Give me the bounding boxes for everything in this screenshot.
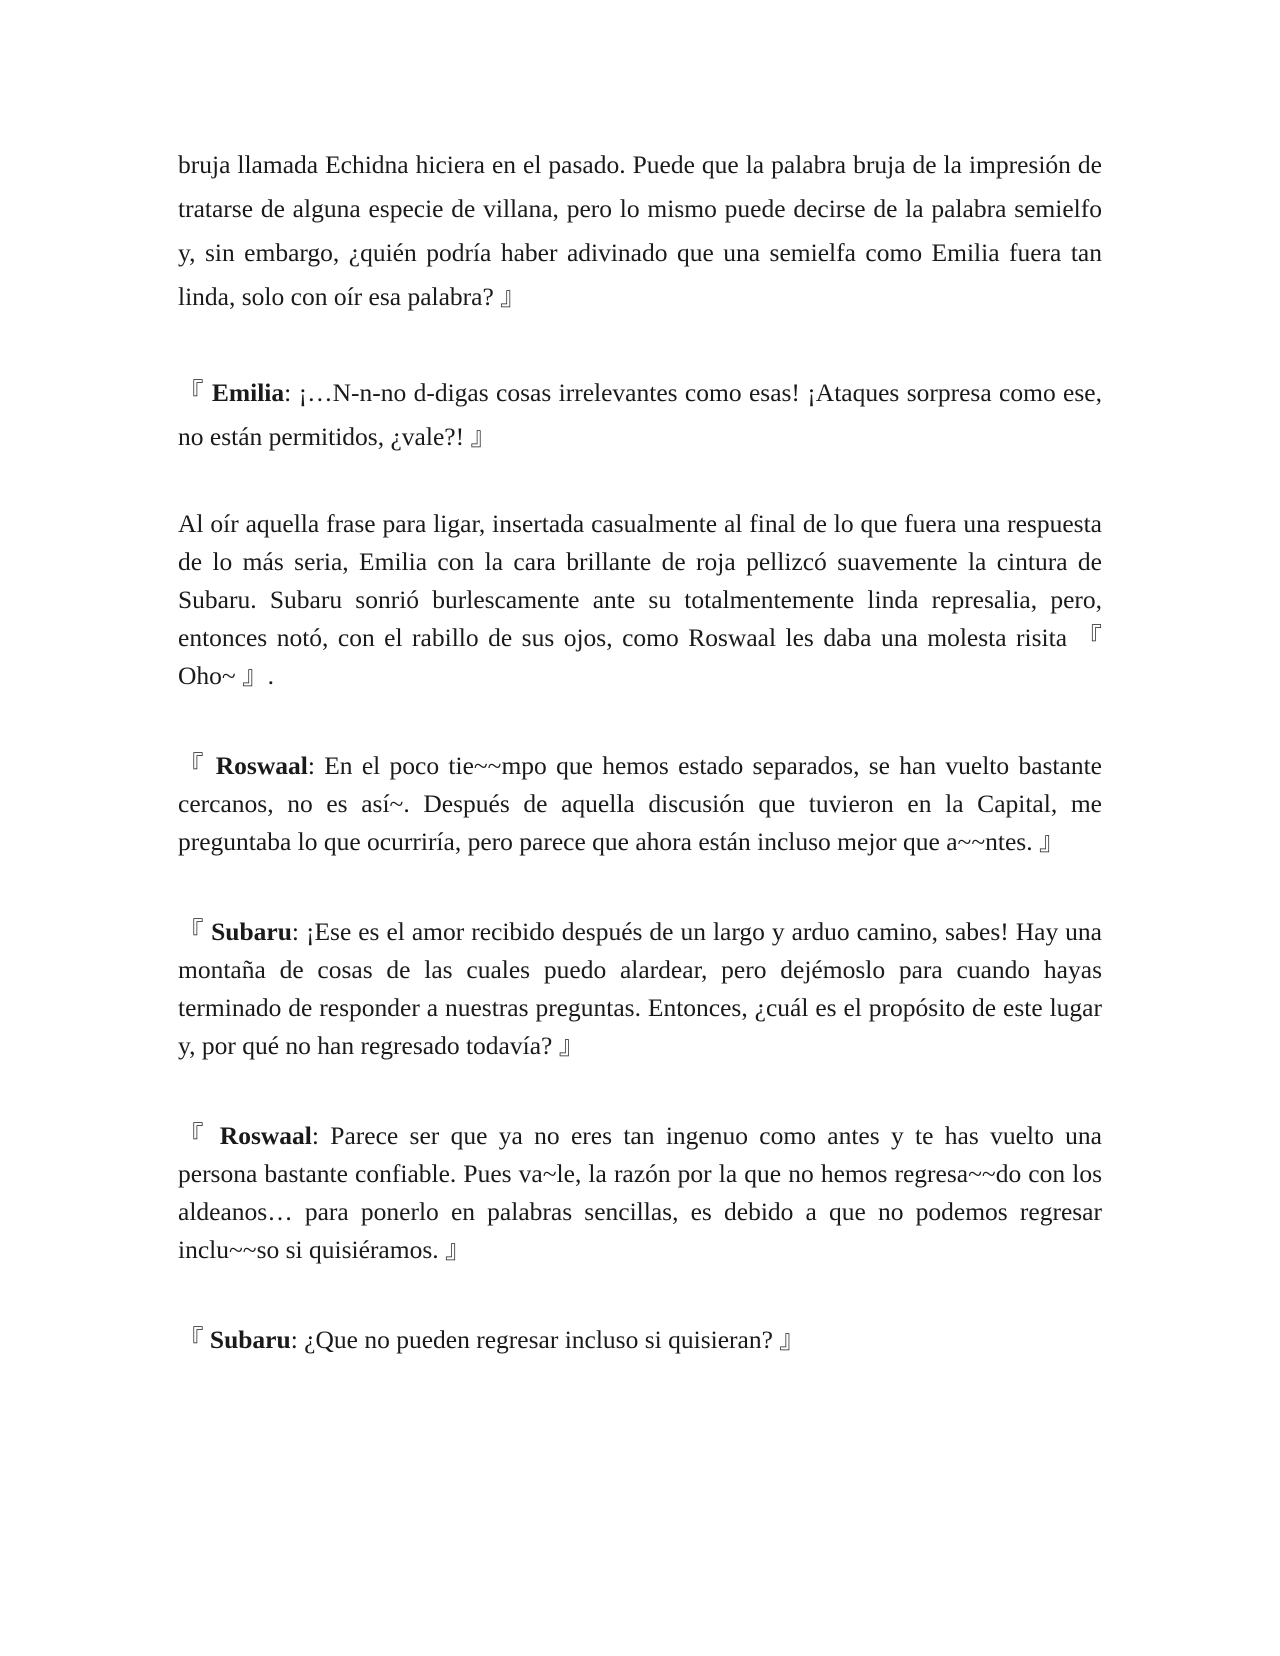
open-bracket: 『 (178, 1325, 204, 1354)
speaker-name: Roswaal (219, 1121, 312, 1150)
dialogue-text: : ¿Que no pueden regresar incluso si quisieran? 』 (290, 1325, 805, 1354)
document-page (178, 143, 1102, 1359)
narration-paragraph: Al oír aquella frase para ligar, insertada casualmente al final de lo que fuera una respuesta de lo más seria, Emilia con la cara brillante de roja pellizcó suavemente la cintura de Subaru. Subaru sonrió burlescamente ante su totalmentemente linda represalia, pero, entonces notó, con el rabillo de sus ojos, como Roswaal les daba una molesta risita 『 Oho~ 』. (178, 509, 1102, 690)
dialogue-text: : En el poco tie~~mpo que hemos estado separados, se han vuelto bastante cercanos, no es así~. Después de aquella discusión que tuvieron en la Capital, me preguntaba lo que ocurriría, pero parece que ahora están incluso mejor que a~~ntes. 』 (178, 751, 1102, 856)
dialogue-paragraph-subaru (178, 913, 1102, 1065)
dialogue-paragraph-subaru (178, 1321, 1102, 1359)
dialogue-text: : Parece ser que ya no eres tan ingenuo como antes y te has vuelto una persona bastante confiable. Pues va~le, la razón por la que no hemos regresa~~do con los aldeanos… para ponerlo en palabras sencillas, es debido a que no podemos regresar inclu~~so si quisiéramos. 』 (178, 1121, 1102, 1264)
dialogue-text: : ¡Ese es el amor recibido después de un largo y arduo camino, sabes! Hay una montaña de cosas de las cuales puedo alardear, pero dejémoslo para cuando hayas terminado de responder a nuestras preguntas. Entonces, ¿cuál es el propósito de este lugar y, por qué no han regresado todavía? 』 (178, 917, 1103, 1060)
paragraph-gap (178, 459, 1102, 505)
dialogue-paragraph-roswaal (178, 1117, 1102, 1269)
speaker-name: Subaru (211, 917, 292, 946)
speaker-name: Roswaal (215, 751, 308, 780)
paragraph-gap (178, 695, 1102, 747)
narration-paragraph: bruja llamada Echidna hiciera en el pasado. Puede que la palabra bruja de la impresión de tratarse de alguna especie de villana, pero lo mismo puede decirse de la palabra semielfo y, sin embargo, ¿quién podría haber adivinado que una semielfa como Emilia fuera tan linda, solo con oír esa palabra? 』 (178, 150, 1102, 311)
paragraph-gap (178, 1269, 1102, 1321)
paragraph-gap (178, 861, 1102, 913)
dialogue-paragraph-roswaal (178, 747, 1102, 861)
open-bracket: 『 (178, 378, 205, 407)
paragraph-gap (178, 1065, 1102, 1117)
speaker-name: Subaru (209, 1325, 291, 1354)
open-bracket: 『 (178, 1121, 209, 1150)
open-bracket: 『 (178, 751, 216, 780)
open-bracket: 『 (178, 917, 205, 946)
dialogue-paragraph-emilia (178, 371, 1102, 459)
speaker-name: Emilia (211, 378, 285, 407)
paragraph-gap (178, 319, 1102, 371)
dialogue-text: : ¡…N-n-no d-digas cosas irrelevantes como esas! ¡Ataques sorpresa como ese, no están permitidos, ¿vale?! 』 (178, 378, 1102, 451)
